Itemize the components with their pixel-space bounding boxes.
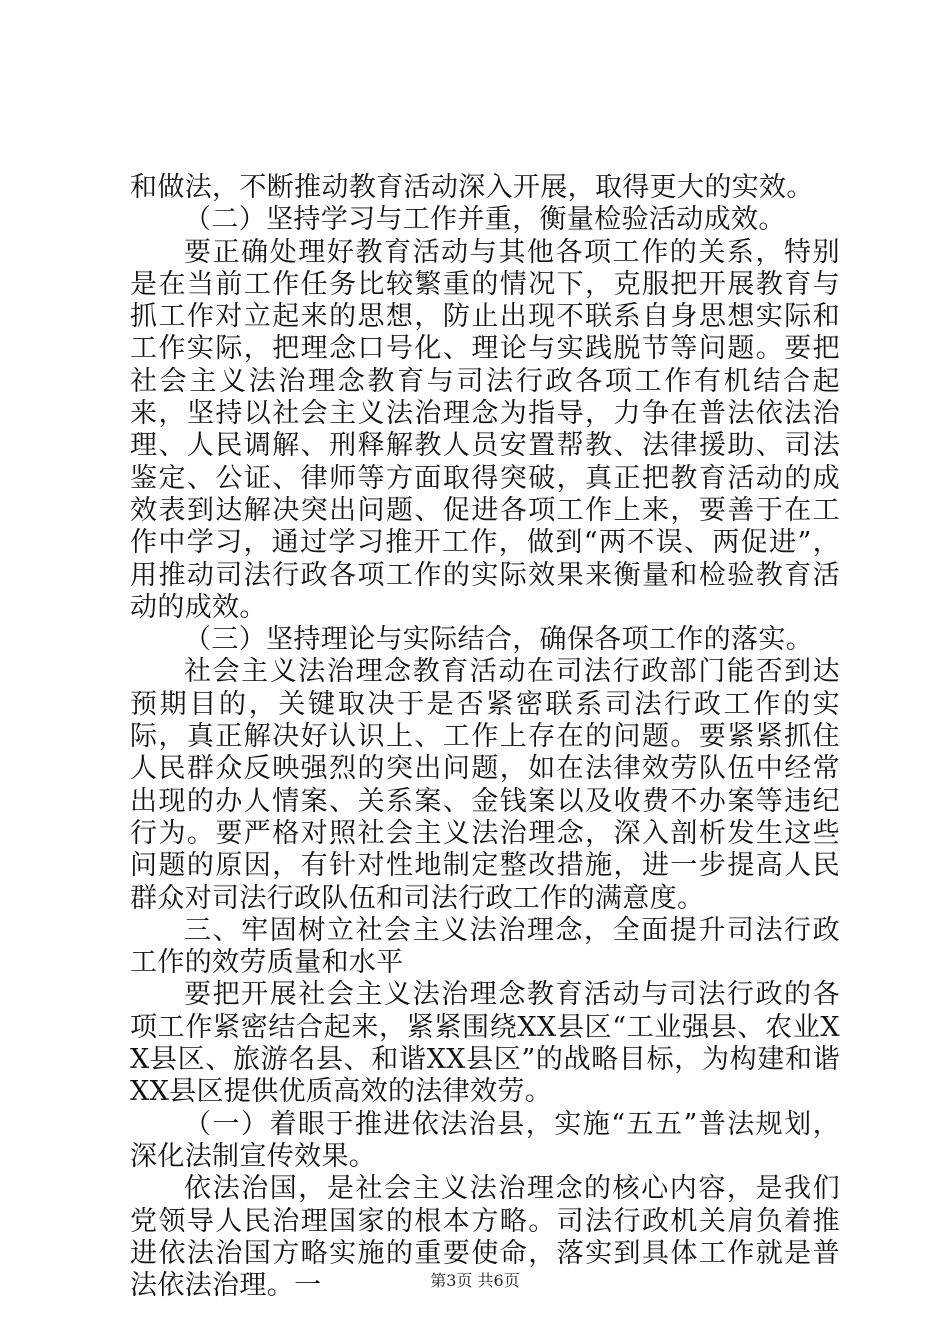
paragraph-9: 依法治国，是社会主义法治理念的核心内容，是我们党领导人民治理国家的根本方略。司法行政机关肩负着推进依法治国方略实施的重要使命，落实到具体工作就是普法依法治理。一 <box>130 1173 840 1302</box>
paragraph-8-heading: （一）着眼于推进依法治县，实施“五五”普法规划，深化法制宣传效果。 <box>130 1108 840 1172</box>
paragraph-7: 要把开展社会主义法治理念教育活动与司法行政的各项工作紧密结合起来，紧紧围绕XX县区“工业强县、农业XX县区、旅游名县、和谐XX县区”的战略目标，为构建和谐XX县区提供优质高效的法律效劳。 <box>130 979 840 1108</box>
paragraph-1: 和做法，不断推动教育活动深入开展，取得更大的实效。 <box>130 172 814 203</box>
document-body <box>130 172 840 1302</box>
paragraph-2-heading: （二）坚持学习与工作并重，衡量检验活动成效。 <box>184 204 786 236</box>
paragraph-3: 要正确处理好教育活动与其他各项工作的关系，特别是在当前工作任务比较繁重的情况下，克服把开展教育与抓工作对立起来的思想，防止出现不联系自身思想实际和工作实际，把理念口号化、理论与实践脱节等问题。要把社会主义法治理念教育与司法行政各项工作有机结合起来，坚持以社会主义法治理念为指导，力争在普法依法治理、人民调解、刑释解教人员安置帮教、法律援助、司法鉴定、公证、律师等方面取得突破，真正把教育活动的成效表到达解决突出问题、促进各项工作上来，要善于在工作中学习，通过学习推开工作，做到“两不误、两促进”，用推动司法行政各项工作的实际效果来衡量和检验教育活动的成效。 <box>130 236 840 623</box>
page-number-footer: 第3页 共6页 <box>430 1271 520 1290</box>
paragraph-5: 社会主义法治理念教育活动在司法行政部门能否到达预期目的，关键取决于是否紧密联系司法行政工作的实际，真正解决好认识上、工作上存在的问题。要紧紧抓住人民群众反映强烈的突出问题，如在法律效劳队伍中经常出现的办人情案、关系案、金钱案以及收费不办案等违纪行为。要严格对照社会主义法治理念，深入剖析发生这些问题的原因，有针对性地制定整改措施，进一步提高人民群众对司法行政队伍和司法行政工作的满意度。 <box>130 656 840 914</box>
paragraph-6-heading: 三、牢固树立社会主义法治理念，全面提升司法行政工作的效劳质量和水平 <box>130 914 840 979</box>
paragraph-4-heading: （三）坚持理论与实际结合，确保各项工作的落实。 <box>184 624 814 656</box>
